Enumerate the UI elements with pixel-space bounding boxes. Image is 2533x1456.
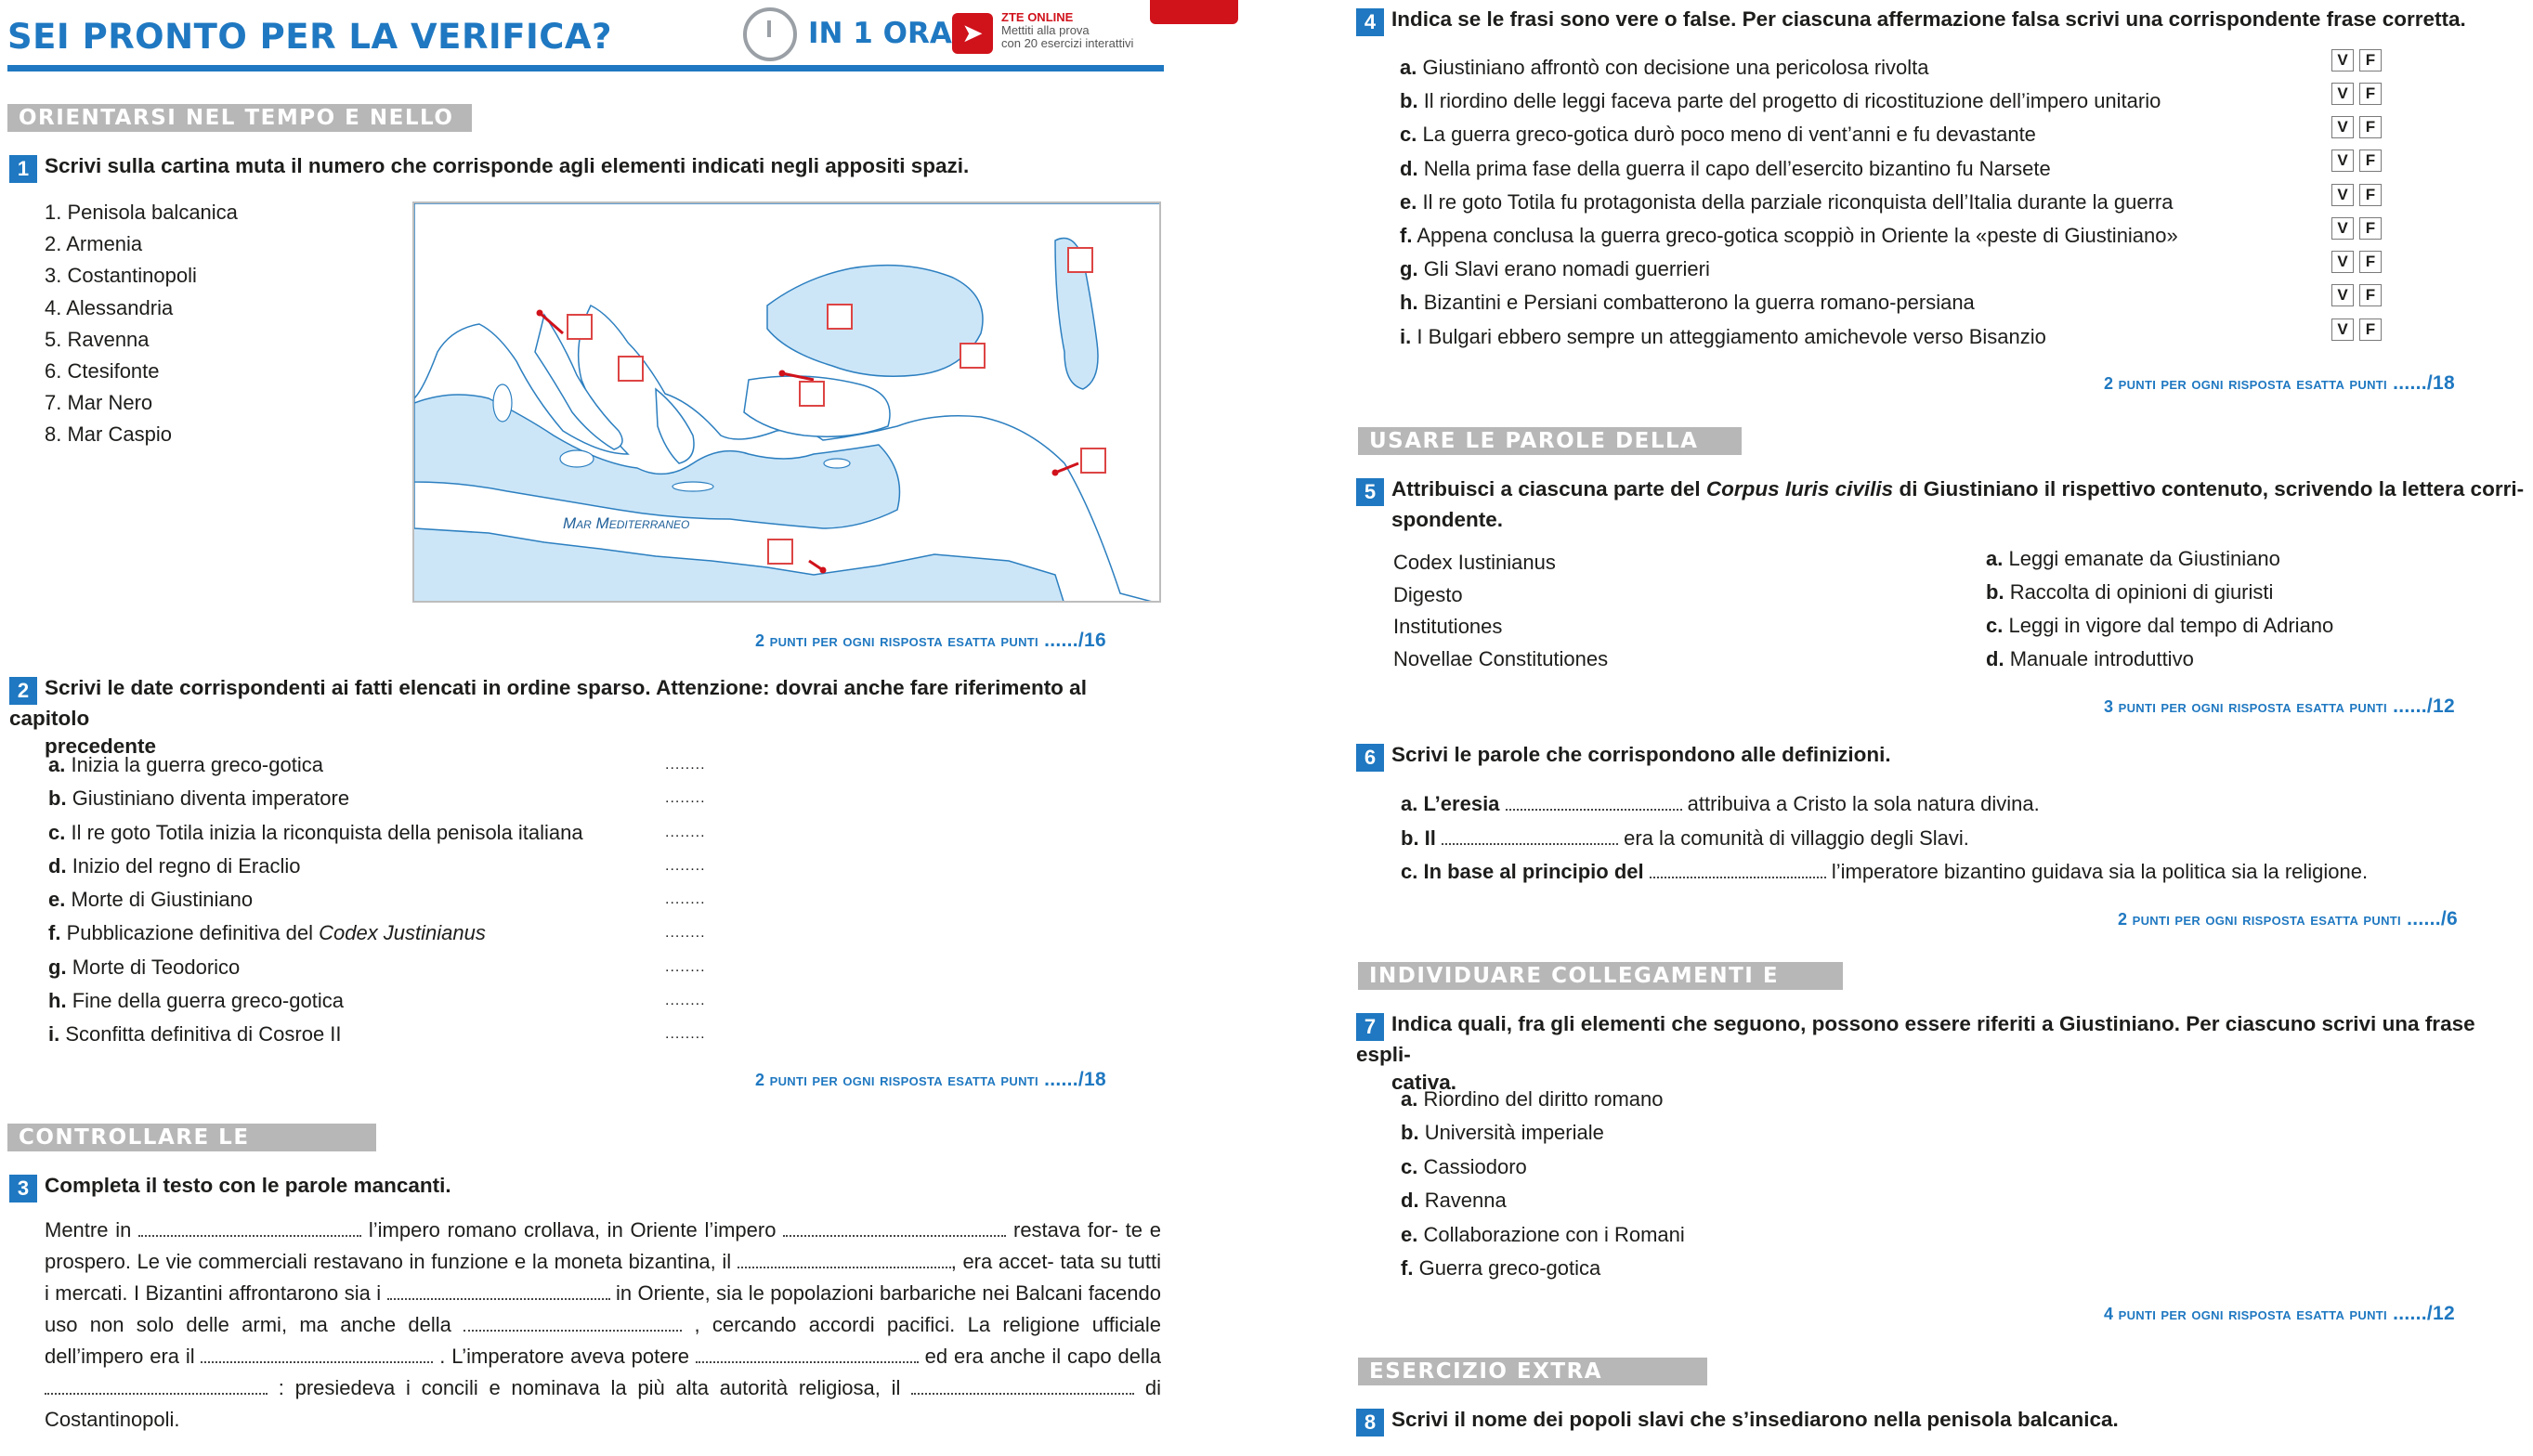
list-item: d. Ravenna	[1401, 1189, 1507, 1213]
q6-number: 6	[1356, 744, 1384, 772]
online-exercises-link[interactable]	[1001, 11, 1133, 50]
q1-list	[45, 197, 238, 451]
q6-text: Scrivi le parole che corrispondono alle definizioni.	[1391, 743, 1891, 766]
list-item: b. Raccolta di opinioni di giuristi	[1986, 580, 2274, 604]
text-blank[interactable]	[738, 1252, 951, 1268]
q3-number: 3	[9, 1175, 37, 1202]
map-answer-box[interactable]	[1068, 248, 1092, 272]
q3-prompt	[9, 1172, 1161, 1202]
header-rule	[7, 65, 1164, 72]
sicily	[560, 450, 594, 467]
map-answer-box[interactable]	[800, 382, 824, 406]
list-item: 8. Mar Caspio	[45, 422, 172, 447]
true-box[interactable]: V	[2331, 83, 2354, 105]
true-box[interactable]: V	[2331, 318, 2354, 341]
date-blank[interactable]: ........	[665, 857, 706, 874]
list-item: b. Il era la comunità di villaggio degli Slavi.	[1401, 826, 1969, 850]
false-box[interactable]: F	[2359, 150, 2382, 172]
q8-text: Scrivi il nome dei popoli slavi che s’insediarono nella penisola balcanica.	[1391, 1408, 2119, 1431]
true-box[interactable]: V	[2331, 150, 2354, 172]
q4-list	[1400, 51, 2301, 354]
date-blank[interactable]: ........	[665, 757, 706, 773]
text-blank[interactable]	[45, 1378, 268, 1395]
section-header-parole: USARE LE PAROLE DELLA STORIA	[1358, 427, 1742, 455]
list-item: a. Leggi emanate da Giustiniano	[1986, 547, 2280, 570]
list-item: e. Il re goto Totila fu protagonista della parziale riconquista dell’Italia durante la guerra	[1400, 189, 2174, 214]
q4-number: 4	[1356, 8, 1384, 36]
list-item: d. Nella prima fase della guerra il capo dell’esercito bizantino fu Narsete	[1400, 156, 2051, 180]
list-item: i. Sconfitta definitiva di Cosroe II	[48, 1022, 342, 1046]
list-item: a. Inizia la guerra greco-gotica	[48, 753, 323, 776]
zte-brand: ZTE	[1001, 10, 1025, 24]
map-answer-box[interactable]	[1081, 448, 1105, 473]
q2-date-blanks[interactable]	[665, 748, 706, 1052]
vf-toggle[interactable]	[2331, 116, 2382, 138]
date-blank[interactable]: ........	[665, 993, 706, 1009]
list-item: e. Collaborazione con i Romani	[1401, 1222, 1685, 1246]
q4-score: 2 punti per ogni risposta esatta punti ....../18	[2104, 372, 2455, 394]
cyprus	[824, 459, 850, 468]
q5-number: 5	[1356, 478, 1384, 506]
true-box[interactable]: V	[2331, 116, 2354, 138]
q3-paragraph: Mentre in l’impero romano crollava, in Oriente l’impero restava for- te e prospero. Le vie commerciali restavano in funzione e la moneta bizantina, il , era accet- tata su tutti i mercati. I Bizantini affrontarono sia i in Oriente, sia le popolazioni barbariche nei Balcani facendo uso non solo delle armi, ma anche della , cercando accordi pacifici. La religione ufficiale dell’impero era il . L’imperatore aveva potere ed era anche il capo della : presiedeva i concili e nominava la più alta autorità religiosa, il di Costantinopoli.	[45, 1218, 1162, 1431]
list-item: 4. Alessandria	[45, 295, 174, 319]
list-item: 6. Ctesifonte	[45, 359, 160, 384]
true-box[interactable]: V	[2331, 217, 2354, 240]
q2-score: 2 punti per ogni risposta esatta punti ....../18	[755, 1069, 1106, 1090]
date-blank[interactable]: ........	[665, 925, 706, 942]
list-item: c. Leggi in vigore dal tempo di Adriano	[1986, 614, 2334, 637]
corner-tab	[1150, 0, 1238, 24]
q1-number: 1	[9, 155, 37, 183]
q2-list	[48, 748, 717, 1052]
constantinople-dot	[779, 370, 786, 377]
list-item: g. Morte di Teodorico	[48, 955, 241, 979]
text-blank[interactable]	[1650, 862, 1826, 878]
score-label: 2 punti per ogni risposta esatta punti	[755, 631, 1038, 650]
q7-prompt: 7 Indica quali, fra gli elementi che seguono, possono essere riferiti a Giustiniano. Per ciascuno scrivi una frase espli- cativa.	[1356, 1012, 2475, 1094]
list-item: f. Appena conclusa la guerra greco-gotica scoppiò in Oriente la «peste di Giustiniano»	[1400, 224, 2178, 248]
q2-number: 2	[9, 677, 37, 705]
q8-prompt	[1356, 1406, 2528, 1436]
score-slot: ....../16	[1044, 630, 1106, 651]
list-item: Codex Iustinianus	[1393, 551, 1556, 574]
true-box[interactable]: V	[2331, 284, 2354, 306]
list-item: a. L’eresia attribuiva a Cristo la sola natura divina.	[1401, 792, 2040, 815]
vf-toggle[interactable]	[2331, 251, 2382, 273]
ravenna-dot	[537, 310, 543, 317]
false-box[interactable]: F	[2359, 318, 2382, 341]
vf-toggle[interactable]	[2331, 184, 2382, 206]
date-blank[interactable]: ........	[665, 891, 706, 908]
time-label: IN 1 ORA	[808, 17, 952, 50]
page-title: SEI PRONTO PER LA VERIFICA?	[7, 17, 612, 57]
false-box[interactable]: F	[2359, 116, 2382, 138]
cursor-icon[interactable]: ➤	[952, 13, 993, 54]
q2-text-line2: precedente	[45, 734, 157, 758]
sardinia	[493, 384, 512, 422]
online-line2: con 20 esercizi interattivi	[1001, 36, 1134, 50]
list-item: c. La guerra greco-gotica durò poco meno di vent’anni e fu devastante	[1400, 123, 2036, 147]
q5-right-list	[1986, 542, 2333, 676]
q1-prompt	[9, 152, 1161, 183]
online-label: ONLINE	[1027, 10, 1074, 24]
list-item: i. I Bulgari ebbero sempre un atteggiamento amichevole verso Bisanzio	[1400, 324, 2046, 348]
list-item: 5. Ravenna	[45, 327, 150, 351]
false-box[interactable]: F	[2359, 284, 2382, 306]
online-line1: Mettiti alla prova	[1001, 23, 1090, 37]
list-item: g. Gli Slavi erano nomadi guerrieri	[1400, 257, 1710, 281]
true-box[interactable]: V	[2331, 49, 2354, 72]
text-blank[interactable]	[696, 1346, 919, 1363]
map-answer-box[interactable]	[828, 305, 852, 329]
vf-toggle[interactable]	[2331, 217, 2382, 240]
q8-number: 8	[1356, 1409, 1384, 1436]
section-header-orientarsi: ORIENTARSI NEL TEMPO E NELLO SPAZIO	[7, 104, 472, 132]
vf-toggle[interactable]	[2331, 318, 2382, 341]
false-box[interactable]: F	[2359, 49, 2382, 72]
vf-toggle[interactable]	[2331, 284, 2382, 306]
list-item: 1. Penisola balcanica	[45, 201, 238, 224]
date-blank[interactable]: ........	[665, 824, 706, 840]
text-blank[interactable]	[1506, 794, 1682, 811]
q7-score: 4 punti per ogni risposta esatta punti ....../12	[2104, 1303, 2455, 1324]
text-blank[interactable]	[138, 1220, 361, 1237]
date-blank[interactable]: ........	[665, 1026, 706, 1043]
list-item: d. Manuale introduttivo	[1986, 647, 2194, 670]
list-item: c. In base al principio del l’imperatore bizantino guidava sia la politica sia la religione.	[1401, 860, 2369, 883]
ctesiphon-dot	[1052, 470, 1059, 476]
q7-number: 7	[1356, 1013, 1384, 1041]
list-item: 2. Armenia	[45, 232, 143, 256]
section-header-collegamenti: INDIVIDUARE COLLEGAMENTI E RELAZIONI	[1358, 962, 1843, 990]
alexandria-dot	[820, 567, 827, 574]
q3-text: Completa il testo con le parole mancanti.	[45, 1174, 451, 1197]
false-box[interactable]: F	[2359, 83, 2382, 105]
section-header-controllare: CONTROLLARE LE CONOSCENZE	[7, 1124, 376, 1151]
list-item: Digesto	[1393, 582, 1463, 606]
list-item: a. Giustiniano affrontò con decisione una pericolosa rivolta	[1400, 56, 1929, 79]
clock-icon	[743, 7, 797, 61]
list-item: h. Fine della guerra greco-gotica	[48, 989, 344, 1013]
map-answer-box[interactable]	[568, 315, 592, 339]
q5-prompt: 5 Attribuisci a ciascuna parte del Corpus Iuris civilis di Giustiniano il rispettivo contenuto, scrivendo la lettera corri- spondente.	[1356, 475, 2528, 534]
list-item: 3. Costantinopoli	[45, 264, 197, 288]
mute-map	[412, 202, 1161, 603]
text-blank[interactable]	[1442, 828, 1618, 845]
map-answer-box[interactable]	[619, 357, 643, 381]
true-box[interactable]: V	[2331, 184, 2354, 206]
q4-text: Indica se le frasi sono vere o false. Per ciascuna affermazione falsa scrivi una corrispondente frase corretta.	[1391, 7, 2466, 31]
q6-list	[1401, 787, 2525, 890]
list-item: a. Riordino del diritto romano	[1401, 1087, 1664, 1111]
date-blank[interactable]: ........	[665, 958, 706, 975]
list-item: c. Cassiodoro	[1401, 1154, 1527, 1178]
q5-left-list	[1393, 547, 1608, 675]
list-item: b. Il riordino delle leggi faceva parte del progetto di ricostituzione dell’impero unitario	[1400, 89, 2161, 113]
list-item: f. Guerra greco-gotica	[1401, 1256, 1601, 1280]
map-answer-box[interactable]	[768, 540, 792, 564]
true-box[interactable]: V	[2331, 251, 2354, 273]
list-item: e. Morte di Giustiniano	[48, 888, 254, 912]
q2-text-line1: Scrivi le date corrispondenti ai fatti elencati in ordine sparso. Attenzione: dovrai anche fare riferimento al capitolo	[9, 676, 1087, 730]
text-blank[interactable]	[783, 1220, 1006, 1237]
list-item: c. Il re goto Totila inizia la riconquista della penisola italiana	[48, 820, 583, 844]
text-blank[interactable]	[387, 1283, 610, 1300]
map-graphic	[414, 203, 1161, 603]
false-box[interactable]: F	[2359, 217, 2382, 240]
vf-toggle[interactable]	[2331, 150, 2382, 172]
section-header-extra: ESERCIZIO EXTRA PUNTEGGIO	[1358, 1358, 1707, 1385]
text-blank[interactable]	[464, 1315, 682, 1332]
crete	[672, 482, 713, 491]
list-item: f. Pubblicazione definitiva del Codex Justinianus	[48, 921, 486, 945]
q4-prompt	[1356, 6, 2528, 36]
q1-text: Scrivi sulla cartina muta il numero che corrisponde agli elementi indicati negli appositi spazi.	[45, 154, 970, 177]
q6-prompt	[1356, 741, 2528, 772]
list-item: 7. Mar Nero	[45, 391, 153, 415]
date-blank[interactable]: ........	[665, 790, 706, 807]
q1-score	[755, 630, 1106, 652]
list-item: Novellae Constitutiones	[1393, 646, 1609, 670]
vf-toggle[interactable]	[2331, 83, 2382, 105]
map-answer-box[interactable]	[960, 344, 985, 368]
q5-score: 3 punti per ogni risposta esatta punti ....../12	[2104, 696, 2455, 717]
map-label-mediterranean: Mar Mediterraneo	[563, 514, 690, 532]
false-box[interactable]: F	[2359, 251, 2382, 273]
q2-prompt	[9, 674, 1161, 760]
text-blank[interactable]	[911, 1378, 1134, 1395]
false-box[interactable]: F	[2359, 184, 2382, 206]
list-item: b. Giustiniano diventa imperatore	[48, 786, 350, 811]
q6-score: 2 punti per ogni risposta esatta punti ....../6	[2118, 908, 2458, 930]
vf-toggle[interactable]	[2331, 49, 2382, 72]
list-item: b. Università imperiale	[1401, 1121, 1604, 1145]
list-item: Institutiones	[1393, 615, 1503, 638]
text-blank[interactable]	[201, 1346, 433, 1363]
q7-list	[1401, 1083, 1685, 1285]
list-item: h. Bizantini e Persiani combatterono la guerra romano-persiana	[1400, 291, 1975, 315]
list-item: d. Inizio del regno di Eraclio	[48, 853, 301, 878]
